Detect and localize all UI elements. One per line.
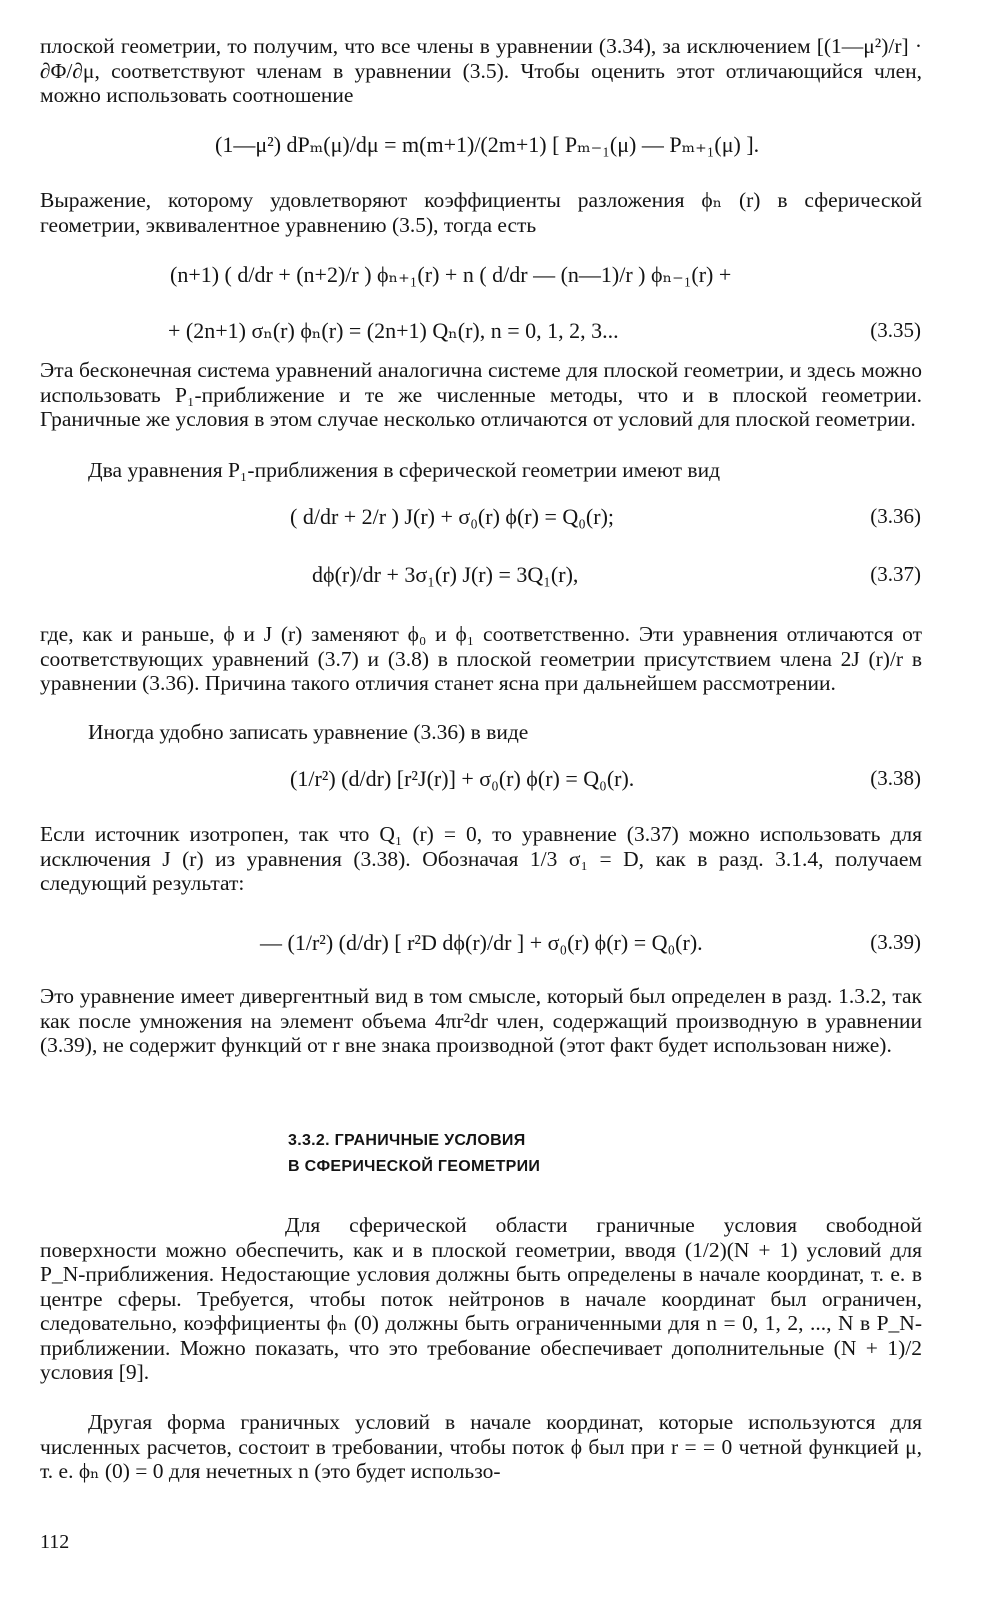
equation-3-36: ( d/dr + 2/r ) J(r) + σ₀(r) ϕ(r) = Q₀(r); [290, 504, 615, 529]
paragraph-7: Если источник изотропен, так что Q₁ (r) = 0, то уравнение (3.37) можно использовать для исключения J (r) из уравнения (3.38). Обозначая 1/3 σ₁ = D, как в разд. 3.1.4, получаем следующий результат: [40, 822, 922, 895]
paragraph-6: Иногда удобно записать уравнение (3.36) в виде [88, 720, 529, 744]
equation-number-3-38: (3.38) [870, 766, 921, 790]
paragraph-3: Эта бесконечная система уравнений аналогична системе для плоской геометрии, и здесь можно использовать P₁-приближение и те же численные методы, что и в плоской геометрии. Граничные же условия в этом случае несколько отличаются от условий для плоской геометрии. [40, 358, 922, 431]
equation-number-3-35: (3.35) [870, 318, 921, 342]
paragraph-9: Для сферической области граничные условия свободной поверхности можно обеспечить, как и в плоской геометрии, вводя (1/2)(N + 1) условий для P_N-приближения. Недостающие условия должны быть определены в начале координат, т. е. в центре сферы. Требуется, чтобы поток нейтронов в начале координат был ограничен, следовательно, коэффициенты ϕₙ (0) должны быть ограниченными для n = 0, 1, 2, ..., N в P_N-приближении. Можно показать, что это требование обеспечивает дополнительные (N + 1)/2 условия [9]. [40, 1213, 922, 1384]
paragraph-8: Это уравнение имеет дивергентный вид в том смысле, который был определен в разд. 1.3.2, так как после умножения на элемент объема 4πr²dr член, содержащий производную в уравнении (3.39), не содержит функций от r вне знака производной (этот факт будет использован ниже). [40, 984, 922, 1057]
equation-3-37: dϕ(r)/dr + 3σ₁(r) J(r) = 3Q₁(r), [312, 562, 579, 587]
equation-3-38: (1/r²) (d/dr) [r²J(r)] + σ₀(r) ϕ(r) = Q₀(r). [290, 766, 635, 791]
section-heading [288, 1128, 788, 1180]
paragraph-4: Два уравнения P₁-приближения в сферической геометрии имеют вид [88, 458, 721, 482]
equation-3-35-line-2: + (2n+1) σₙ(r) ϕₙ(r) = (2n+1) Qₙ(r), n = 0, 1, 2, 3... [168, 318, 619, 343]
paragraph-1: плоской геометрии, то получим, что все члены в уравнении (3.34), за исключением [(1—μ²)/r] · ∂Φ/∂μ, соответствуют членам в уравнении (3.5). Чтобы оценить этот отличающийся член, можно использовать соотношение [40, 34, 922, 107]
paragraph-10: Другая форма граничных условий в начале координат, которые используются для численных расчетов, состоит в требовании, чтобы поток ϕ был при r = = 0 четной функцией μ, т. е. ϕₙ (0) = 0 для нечетных n (это будет использо- [40, 1410, 922, 1483]
equation-legendre-recurrence: (1—μ²) dPₘ(μ)/dμ = m(m+1)/(2m+1) [ Pₘ₋₁(μ) — Pₘ₊₁(μ) ]. [215, 132, 760, 157]
page-number: 112 [40, 1531, 70, 1553]
section-heading-line-2: В СФЕРИЧЕСКОЙ ГЕОМЕТРИИ [288, 1158, 541, 1175]
equation-number-3-39: (3.39) [870, 930, 921, 954]
paragraph-5: где, как и раньше, ϕ и J (r) заменяют ϕ₀ и ϕ₁ соответственно. Эти уравнения отличаются от соответствующих уравнений (3.7) и (3.8) в плоской геометрии присутствием члена 2J (r)/r в уравнении (3.36). Причина такого отличия станет ясна при дальнейшем рассмотрении. [40, 622, 922, 695]
equation-number-3-36: (3.36) [870, 504, 921, 528]
equation-number-3-37: (3.37) [870, 562, 921, 586]
paragraph-2: Выражение, которому удовлетворяют коэффициенты разложения ϕₙ (r) в сферической геометрии, эквивалентное уравнению (3.5), тогда есть [40, 188, 922, 237]
equation-3-39: — (1/r²) (d/dr) [ r²D dϕ(r)/dr ] + σ₀(r) ϕ(r) = Q₀(r). [260, 930, 703, 955]
section-heading-line-1: 3.3.2. ГРАНИЧНЫЕ УСЛОВИЯ [288, 1132, 526, 1149]
equation-3-35-line-1: (n+1) ( d/dr + (n+2)/r ) ϕₙ₊₁(r) + n ( d/dr — (n—1)/r ) ϕₙ₋₁(r) + [170, 262, 732, 287]
